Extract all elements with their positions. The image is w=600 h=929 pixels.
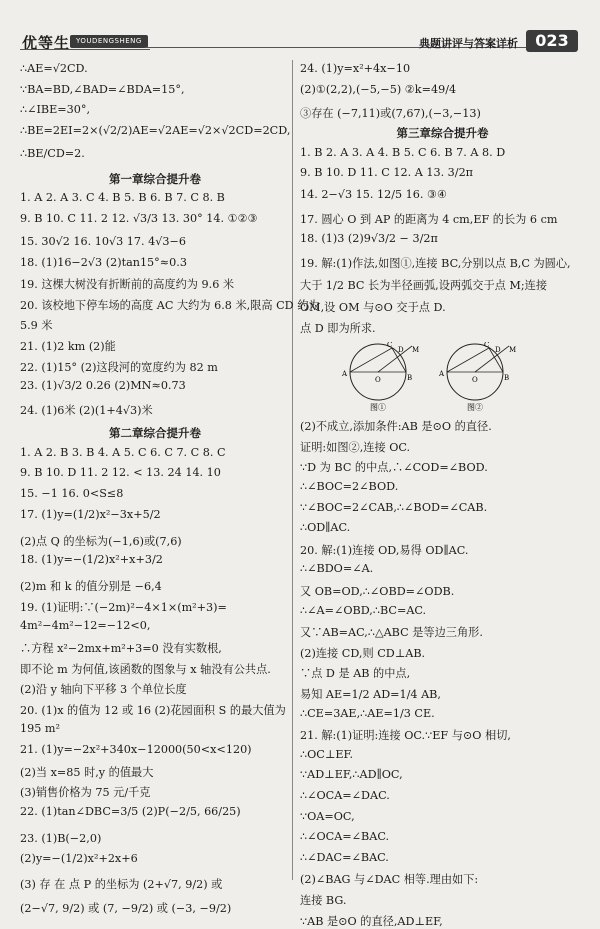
answer-line: (2)∠BAG 与∠DAC 相等.理由如下: bbox=[300, 873, 479, 887]
answer-line: 9. B 10. D 11. 2 12. < 13. 24 14. 10 bbox=[20, 466, 221, 480]
answer-line: 又 OB=OD,∴∠OBD=∠ODB. bbox=[300, 585, 455, 598]
answer-line: 20. (1)x 的值为 12 或 16 (2)花园面积 S 的最大值为 bbox=[20, 703, 286, 717]
answer-line: (2)沿 y 轴向下平移 3 个单位长度 bbox=[20, 683, 187, 697]
answer-line: ∵点 D 是 AB 的中点, bbox=[300, 667, 411, 681]
answer-line: (2)点 Q 的坐标为(−1,6)或(7,6) bbox=[20, 534, 182, 548]
answer-line: 21. (1)2 km (2)能 bbox=[20, 340, 116, 353]
section-heading: 第一章综合提升卷 bbox=[109, 171, 201, 186]
answer-line: ∴AE=√2CD. bbox=[20, 62, 88, 75]
page-number: 023 bbox=[526, 30, 578, 52]
answer-line: 20. 解:(1)连接 OD,易得 OD∥AC. bbox=[300, 543, 469, 557]
answer-line: 20. 该校地下停车场的高度 AC 大约为 6.8 米,限高 CD 约为 bbox=[20, 298, 320, 312]
answer-line: ∵AD⊥EF,∴AD∥OC, bbox=[300, 768, 403, 782]
answer-line: 18. (1)3 (2)9√3/2 − 3/2π bbox=[300, 232, 438, 245]
answer-line: 24. (1)y=x²+4x−10 bbox=[300, 62, 411, 75]
answer-line: (3)销售价格为 75 元/千克 bbox=[20, 786, 151, 800]
answer-line: (3) 存 在 点 P 的坐标为 (2+√7, 9/2) 或 bbox=[20, 878, 223, 892]
point-d-label-2: D bbox=[495, 346, 501, 355]
answer-line: 22. (1)15° (2)这段河的宽度约为 82 m bbox=[20, 360, 218, 374]
answer-line: 9. B 10. C 11. 2 12. √3/3 13. 30° 14. ①②③ bbox=[20, 212, 258, 225]
answer-line: 19. 解:(1)作法,如图①,连接 BC,分别以点 B,C 为圆心, bbox=[300, 257, 571, 270]
answer-line: (2)当 x=85 时,y 的值最大 bbox=[20, 765, 154, 779]
figure-1-label: 图① bbox=[370, 403, 386, 413]
answer-line: ∴方程 x²−2mx+m²+3=0 没有实数根, bbox=[20, 642, 222, 655]
answer-line: ∵OA=OC, bbox=[300, 809, 355, 823]
answer-line: 22. (1)tan∠DBC=3/5 (2)P(−2/5, 66/25) bbox=[20, 804, 241, 818]
answer-line: (2)y=−(1/2)x²+2x+6 bbox=[20, 852, 138, 866]
answer-line: 19. 这棵大树没有折断前的高度约为 9.6 米 bbox=[20, 278, 235, 292]
answer-line: 1. B 2. A 3. A 4. B 5. C 6. B 7. A 8. D bbox=[300, 145, 506, 159]
answer-line: 点 D 即为所求. bbox=[300, 321, 376, 335]
section-title: 典题讲评与答案详析 bbox=[419, 37, 518, 50]
answer-line: 4m²−4m²−12=−12<0, bbox=[20, 619, 151, 633]
circle-diagrams bbox=[340, 342, 540, 412]
answer-line: (2)连接 CD,则 CD⊥AB. bbox=[300, 646, 426, 660]
answer-line: ∴OC⊥EF. bbox=[300, 747, 354, 761]
answer-line: 即不论 m 为何值,该函数的图象与 x 轴没有公共点. bbox=[20, 662, 271, 676]
answer-line: (2−√7, 9/2) 或 (7, −9/2) 或 (−3, −9/2) bbox=[20, 902, 232, 916]
answer-line: 21. (1)y=−2x²+340x−12000(50<x<120) bbox=[20, 743, 252, 756]
answer-line: 大于 1/2 BC 长为半径画弧,设两弧交于点 M;连接 bbox=[300, 279, 548, 292]
answer-line: ∴∠BOC=2∠BOD. bbox=[300, 480, 399, 493]
answer-line: (2)①(2,2),(−5,−5) ②k=49/4 bbox=[300, 82, 457, 96]
answer-line: 14. 2−√3 15. 12/5 16. ③④ bbox=[300, 188, 448, 202]
answer-line: 17. 圆心 O 到 AP 的距离为 4 cm,EF 的长为 6 cm bbox=[300, 213, 558, 227]
answer-line: 21. 解:(1)证明:连接 OC.∵EF 与⊙O 相切, bbox=[300, 729, 511, 743]
answer-line: ∴OD∥AC. bbox=[300, 521, 351, 535]
point-b-label-2: B bbox=[504, 374, 510, 383]
answer-line: ③存在 (−7,11)或(7,67),(−3,−13) bbox=[300, 106, 481, 120]
answer-line: ∴∠OCA=∠BAC. bbox=[300, 830, 390, 844]
figure-2-label: 图② bbox=[467, 403, 483, 413]
answer-line: ∵BA=BD,∠BAD=∠BDA=15°, bbox=[20, 82, 185, 96]
point-m-label: M bbox=[412, 346, 420, 355]
answer-line: 连接 BG. bbox=[300, 894, 347, 907]
point-c-label: C bbox=[387, 342, 393, 350]
answer-line: 1. A 2. B 3. B 4. A 5. C 6. C 7. C 8. C bbox=[20, 445, 226, 459]
page-header bbox=[0, 0, 600, 58]
answer-line: 9. B 10. D 11. C 12. A 13. 3/2π bbox=[300, 166, 474, 180]
point-o-label: O bbox=[375, 376, 381, 385]
answer-line: 23. (1)√3/2 0.26 (2)MN≈0.73 bbox=[20, 379, 186, 393]
point-d-label: D bbox=[398, 346, 404, 355]
answer-line: ∴∠IBE=30°, bbox=[20, 103, 91, 117]
section-heading: 第三章综合提升卷 bbox=[396, 126, 489, 141]
section-heading: 第二章综合提升卷 bbox=[109, 426, 201, 441]
brand-title: 优等生 bbox=[22, 34, 71, 52]
answer-line: 又∵AB=AC,∴△ABC 是等边三角形. bbox=[300, 626, 483, 640]
answer-line: OM,设 OM 与⊙O 交于点 D. bbox=[300, 301, 446, 314]
answer-line: ∴∠DAC=∠BAC. bbox=[300, 850, 389, 864]
answer-line: 24. (1)6米 (2)(1+4√3)米 bbox=[20, 404, 153, 418]
answer-line: 易知 AE=1/2 AD=1/4 AB, bbox=[300, 688, 441, 701]
answer-line: (2)不成立,添加条件:AB 是⊙O 的直径. bbox=[300, 420, 492, 434]
answer-line: ∴∠A=∠OBD,∴BC=AC. bbox=[300, 603, 427, 617]
answer-line: ∴∠BDO=∠A. bbox=[300, 562, 374, 576]
column-divider bbox=[292, 60, 293, 880]
answer-line: 18. (1)y=−(1/2)x²+x+3/2 bbox=[20, 553, 163, 567]
answer-line: ∵∠BOC=2∠CAB,∴∠BOD=∠CAB. bbox=[300, 500, 488, 514]
answer-line: 15. −1 16. 0<S≤8 bbox=[20, 487, 124, 500]
answer-line: 195 m² bbox=[20, 722, 61, 736]
answer-line: ∵AB 是⊙O 的直径,AD⊥EF, bbox=[300, 914, 443, 928]
point-a-label-2: A bbox=[439, 370, 445, 379]
brand-badge: YOUDENGSHENG bbox=[70, 35, 148, 48]
figure-2 bbox=[438, 342, 516, 412]
answer-line: ∴CE=3AE,∴AE=1/3 CE. bbox=[300, 706, 435, 720]
answer-line: 23. (1)B(−2,0) bbox=[20, 831, 102, 845]
answer-line: 证明:如图②,连接 OC. bbox=[300, 440, 411, 454]
point-o-label-2: O bbox=[472, 376, 478, 385]
answer-line: 17. (1)y=(1/2)x²−3x+5/2 bbox=[20, 507, 161, 521]
answer-line: (2)m 和 k 的值分别是 −6,4 bbox=[20, 580, 162, 594]
answer-line: 18. (1)16−2√3 (2)tan15°≈0.3 bbox=[20, 255, 187, 269]
answer-line: 19. (1)证明:∵(−2m)²−4×1×(m²+3)= bbox=[20, 600, 227, 614]
answer-line: 5.9 米 bbox=[20, 319, 53, 333]
point-b-label: B bbox=[407, 374, 413, 383]
answer-line: ∴∠OCA=∠DAC. bbox=[300, 789, 390, 802]
answer-line: ∵D 为 BC 的中点,∴∠COD=∠BOD. bbox=[300, 461, 488, 475]
answer-line: 1. A 2. A 3. C 4. B 5. B 6. B 7. C 8. B bbox=[20, 191, 225, 205]
point-c-label-2: C bbox=[484, 342, 490, 350]
answer-line: ∴BE/CD=2. bbox=[20, 146, 85, 160]
point-a-label: A bbox=[342, 370, 348, 379]
answer-line: ∴BE=2EI=2×(√2/2)AE=√2AE=√2×√2CD=2CD, bbox=[20, 123, 291, 137]
point-m-label-2: M bbox=[509, 346, 517, 355]
header-rule-left bbox=[20, 49, 150, 50]
figure-1 bbox=[341, 342, 419, 412]
answer-line: 15. 30√2 16. 10√3 17. 4√3−6 bbox=[20, 235, 186, 248]
